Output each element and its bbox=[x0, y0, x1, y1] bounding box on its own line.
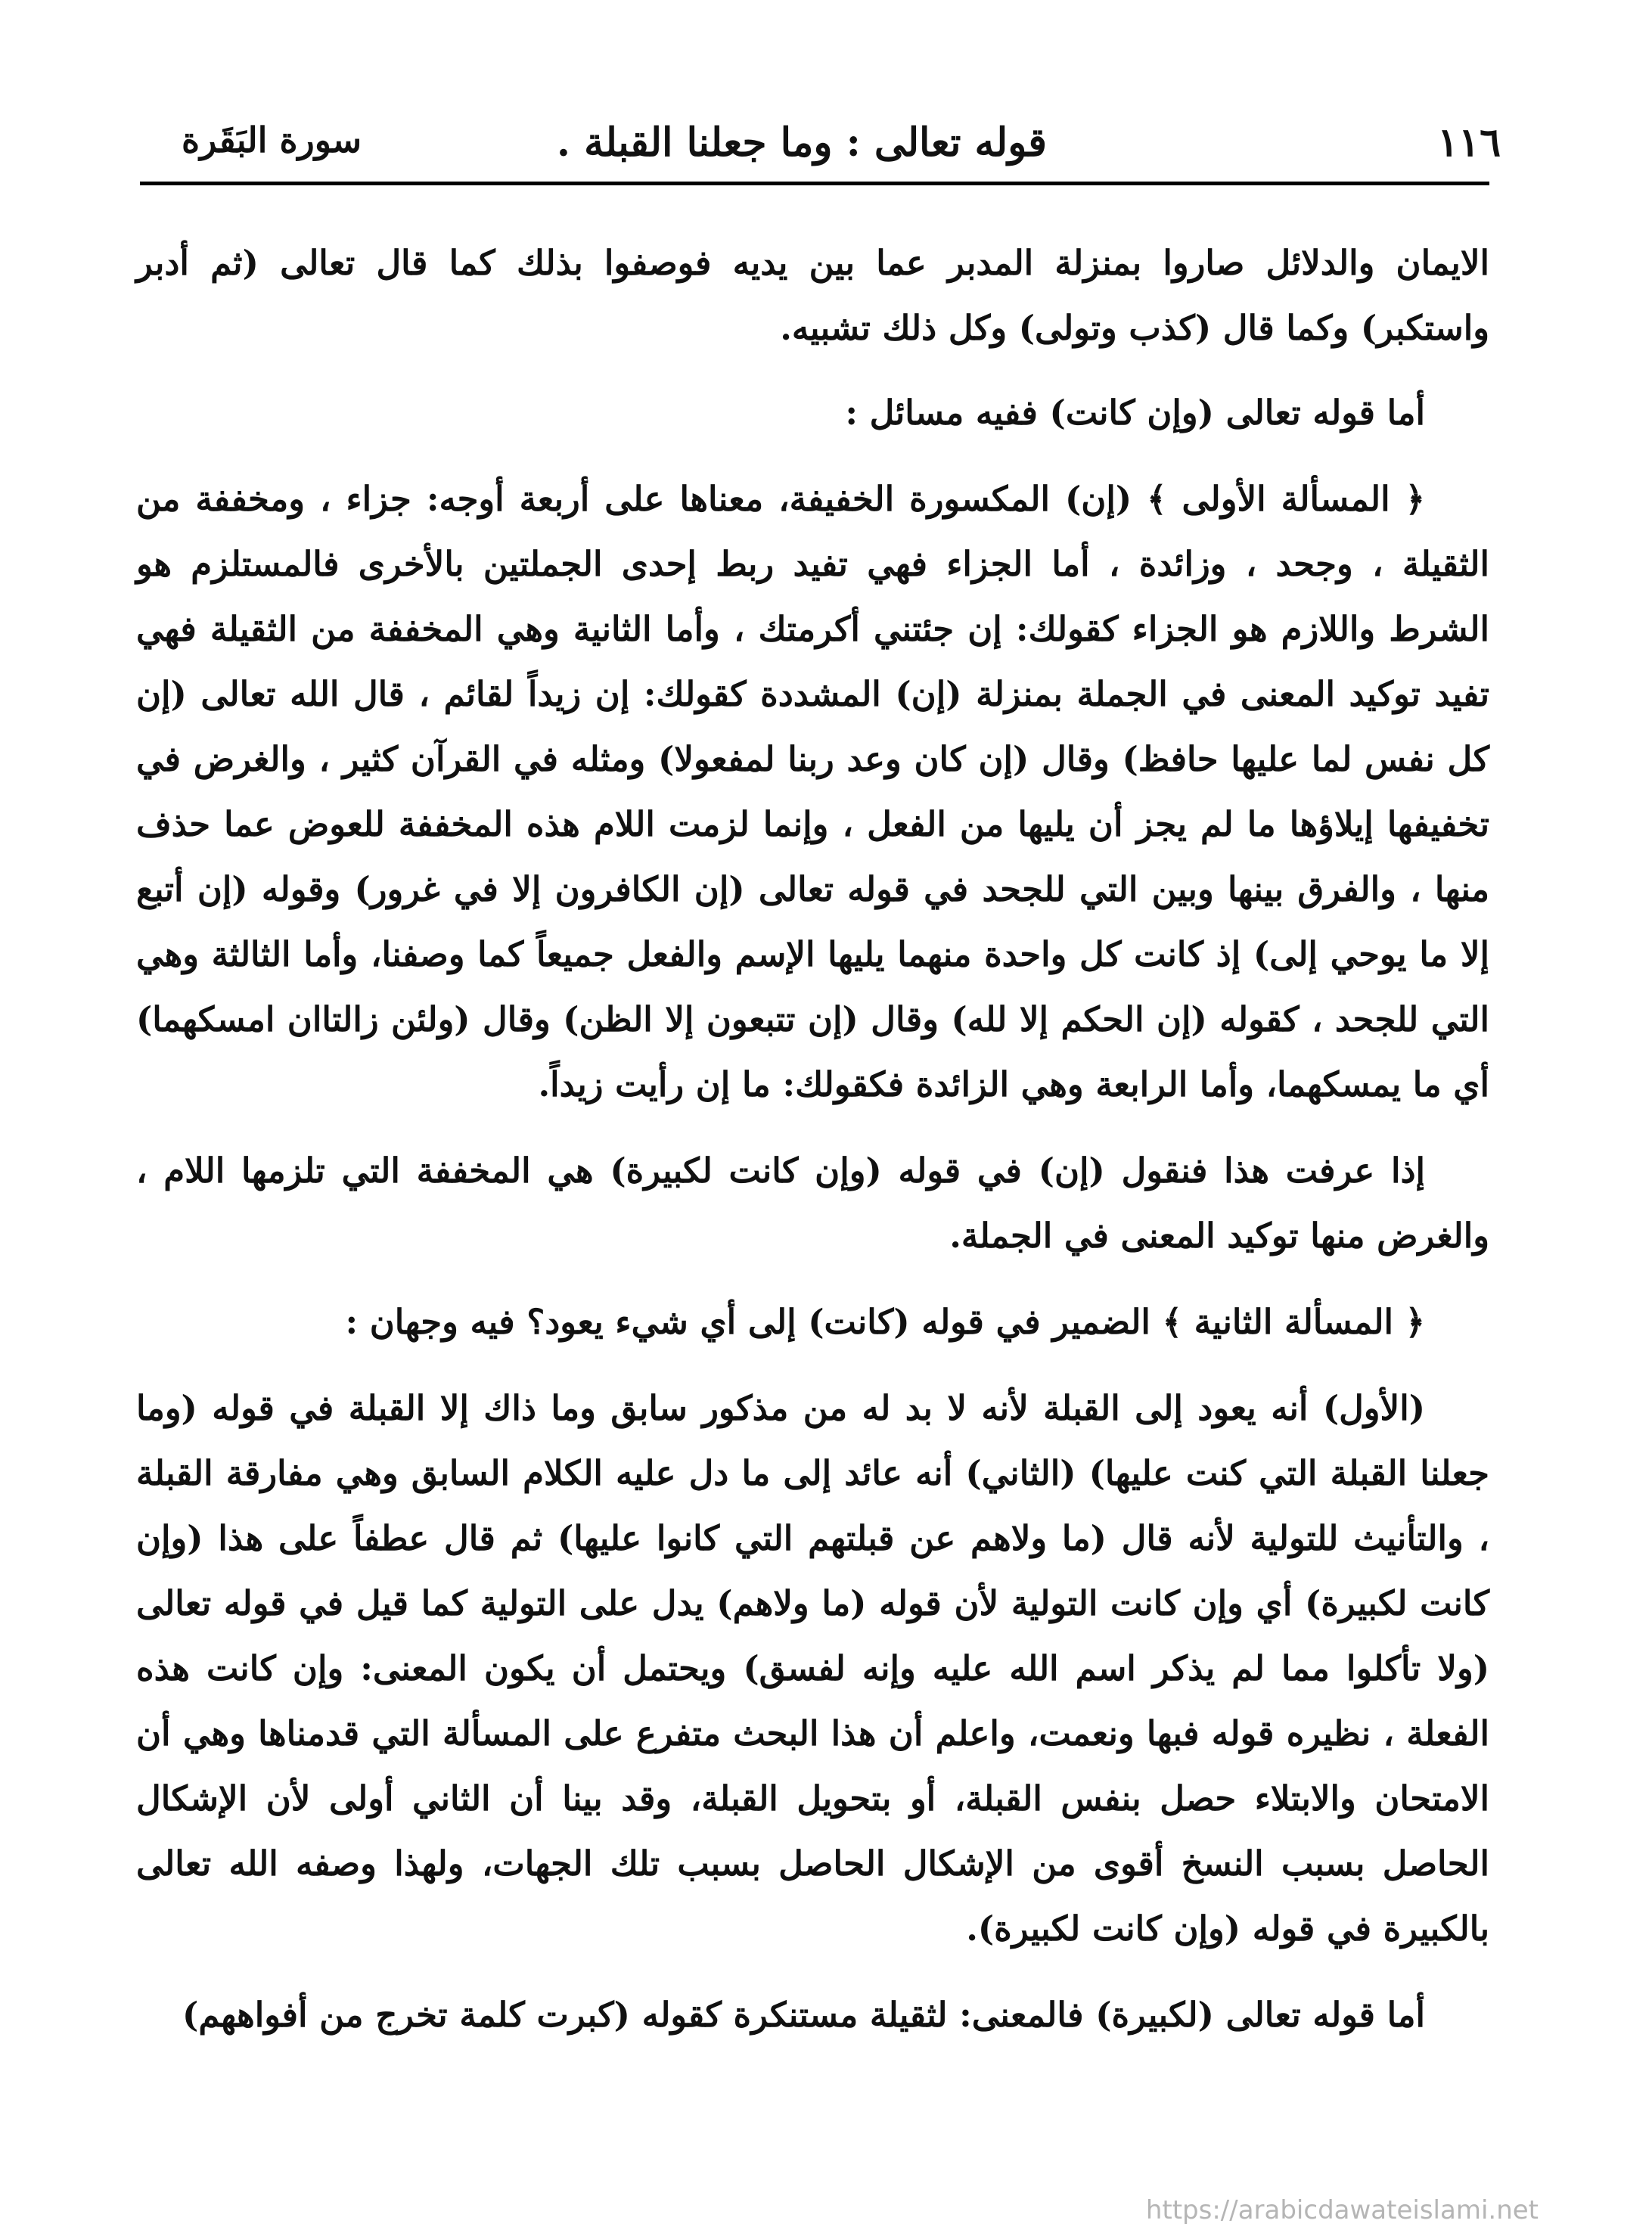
paragraph-intro: أما قوله تعالى (وإن كانت) ففيه مسائل : bbox=[845, 393, 1425, 433]
paragraph-meaning: أما قوله تعالى (لكبيرة) فالمعنى: لثقيلة مستنكرة كقوله (كبرت كلمة تخرج من أفواههم) bbox=[182, 1995, 1425, 2035]
header-divider bbox=[140, 182, 1489, 185]
running-title: قوله تعالى : وما جعلنا القبلة . bbox=[556, 120, 1047, 166]
paragraph-first-issue: ﴿ المسألة الأولى ﴾ (إن) المكسورة الخفيفة، معناها على أربعة أوجه: جزاء ، ومخففة من الثقيلة ، وجحد ، وزائدة ، أما الجزاء فهي تفيد ربط إحدى الجملتين بالأخرى فالمستلزم هو الشرط واللازم هو الجزاء كقولك: إن جئتني أكرمتك ، وأما الثانية وهي المخففة من الثقيلة فهي تفيد توكيد المعنى في الجملة بمنزلة (إن) المشددة كقولك: إن زيداً لقائم ، قال الله تعالى (إن كل نفس لما عليها حافظ) وقال (إن كان وعد ربنا لمفعولا) ومثله في القرآن كثير ، والغرض في تخفيفها إيلاؤها ما لم يجز أن يليها من الفعل ، وإنما لزمت اللام هذه المخففة للعوض عما حذف منها ، والفرق بينها وبين التي للجحد في قوله تعالى (إن الكافرون إلا في غرور) وقوله (إن أتبع إلا ما يوحي إلى) إذ كانت كل واحدة منهما يليها الإسم والفعل جميعاً كما وصفنا، وأما الثالثة وهي التي للجحد ، كقوله (إن الحكم إلا لله) وقال (إن تتبعون إلا الظن) وقال (ولئن زالتاان امسكهما) أي ما يمسكهما، وأما الرابعة وهي الزائدة فكقولك: ما إن رأيت زيداً. bbox=[136, 479, 1489, 1104]
watermark-url: https://arabicdawateislami.net bbox=[1145, 2195, 1539, 2225]
paragraph-second-issue: ﴿ المسألة الثانية ﴾ الضمير في قوله (كانت) إلى أي شيء يعود؟ فيه وجهان : bbox=[345, 1302, 1425, 1342]
paragraph-continuation: الايمان والدلائل صاروا بمنزلة المدبر عما بين يديه فوصفوا بذلك كما قال تعالى (ثم أدبر واستكبر) وكما قال (كذب وتولى) وكل ذلك تشبيه. bbox=[136, 243, 1489, 348]
surah-name: سورة البَقَرة bbox=[182, 120, 362, 160]
page-header bbox=[136, 113, 1501, 174]
page-number: ١١٦ bbox=[1437, 120, 1501, 166]
paragraph-conclusion: إذا عرفت هذا فنقول (إن) في قوله (وإن كانت لكبيرة) هي المخففة التي تلزمها اللام ، والغرض منها توكيد المعنى في الجملة. bbox=[136, 1151, 1489, 1256]
paragraph-two-views: (الأول) أنه يعود إلى القبلة لأنه لا بد له من مذكور سابق وما ذاك إلا القبلة في قوله (وما جعلنا القبلة التي كنت عليها) (الثاني) أنه عائد إلى ما دل عليه الكلام السابق وهي مفارقة القبلة ، والتأنيث للتولية لأنه قال (ما ولاهم عن قبلتهم التي كانوا عليها) ثم قال عطفاً على هذا (وإن كانت لكبيرة) أي وإن كانت التولية لأن قوله (ما ولاهم) يدل على التولية كما قيل في قوله تعالى (ولا تأكلوا مما لم يذكر اسم الله عليه وإنه لفسق) ويحتمل أن يكون المعنى: وإن كانت هذه الفعلة ، نظيره قوله فبها ونعمت، واعلم أن هذا البحث متفرع على المسألة التي قدمناها وهي أن الامتحان والابتلاء حصل بنفس القبلة، أو بتحويل القبلة، وقد بينا أن الثاني أولى لأن الإشكال الحاصل بسبب النسخ أقوى من الإشكال الحاصل بسبب تلك الجهات، ولهذا وصفه الله تعالى بالكبيرة في قوله (وإن كانت لكبيرة). bbox=[136, 1388, 1489, 1949]
page-body bbox=[136, 231, 1489, 2069]
